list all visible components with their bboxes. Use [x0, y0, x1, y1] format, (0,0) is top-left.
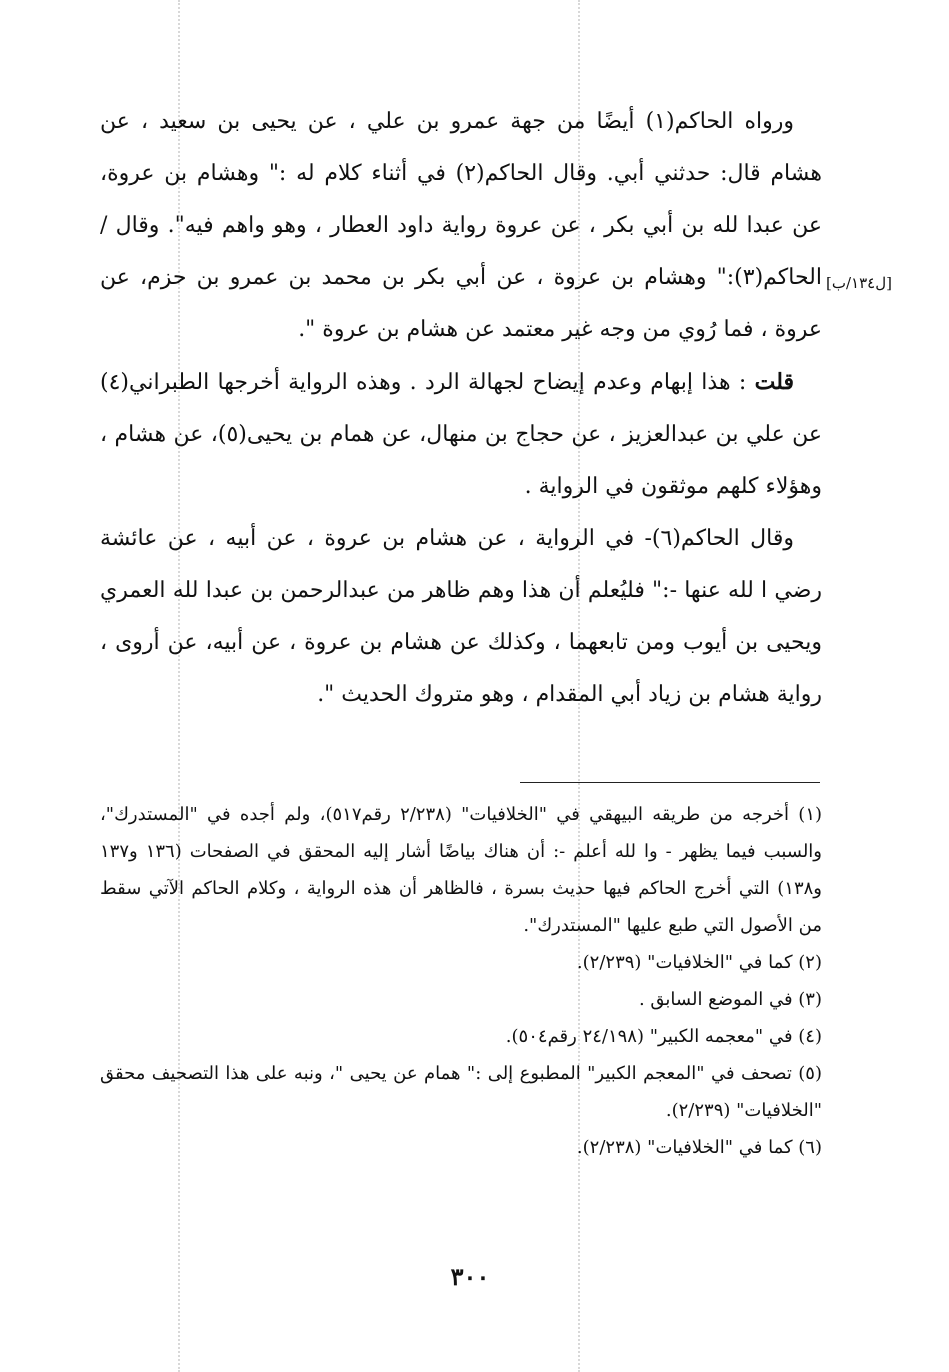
footnotes: [100, 796, 822, 1166]
footnote-divider: [520, 782, 820, 783]
keyword-qultu: قلت: [754, 369, 794, 395]
main-text: [100, 96, 822, 721]
paragraph-3: وقال الحاكم(٦)- في الرواية ، عن هشام بن عروة ، عن أبيه ، عن عائشة رضي ا لله عنها -:" فليُعلم أن هذا وهم ظاهر من عبدالرحمن بن عبدا لله العمري ويحيى بن أيوب ومن تابعهما ، وكذلك عن هشام بن عروة ، عن أبيه، عن أروى ، رواية هشام بن زياد أبي المقدام ، وهو متروك الحديث ".: [100, 526, 823, 707]
paragraph-1: ورواه الحاكم(١) أيضًا من جهة عمرو بن علي ، عن يحيى بن سعيد ، عن هشام قال: حدثني أبي. وقال الحاكم(٢) في أثناء كلام له :" وهشام بن عروة، عن عبدا لله بن أبي بكر ، عن عروة رواية داود العطار ، وهو واهم فيه". وقال /الحاكم(٣):" وهشام بن عروة ، عن أبي بكر بن محمد بن عمرو بن حزم، عن عروة ، فما رُوي من وجه غير معتمد عن هشام بن عروة ".: [100, 109, 823, 342]
footnote-5: (٥) تصحف في "المعجم الكبير" المطبوع إلى :" همام عن يحيى "، ونبه على هذا التصحيف محقق "الخلافيات" (٢/٢٣٩).: [100, 1063, 822, 1121]
footnote-3: (٣) في الموضع السابق .: [638, 989, 822, 1010]
page-number: ٣٠٠: [450, 1262, 490, 1291]
footnote-6: (٦) كما في "الخلافيات" (٢/٢٣٨).: [576, 1137, 822, 1158]
footnote-2: (٢) كما في "الخلافيات" (٢/٢٣٩).: [576, 952, 822, 973]
footnote-1: (١) أخرجه من طريقه البيهقي في "الخلافيات" (٢/٢٣٨ رقم٥١٧)، ولم أجده في "المستدرك"، والسبب فيما يظهر - وا لله أعلم -: أن هناك بياضًا أشار إليه المحقق في الصفحات (١٣٦ و١٣٧ و١٣٨) التي أخرج الحاكم فيها حديث بسرة ، فالظاهر أن هذه الرواية ، وكلام الحاكم الآتي سقط من الأصول التي طبع عليها "المستدرك".: [100, 804, 823, 936]
paragraph-2: [100, 356, 822, 513]
paragraph-2-text: : هذا إبهام وعدم إيضاح لجهالة الرد . وهذه الرواية أخرجها الطبراني(٤) عن علي بن عبدالعزيز ، عن حجاج بن منهال، عن همام بن يحيى(٥)، عن هشام ، وهؤلاء كلهم موثقون في الرواية .: [100, 370, 822, 499]
footnote-4: (٤) في "معجمه الكبير" (٢٤/١٩٨ رقم٥٠٤).: [505, 1026, 822, 1047]
margin-manuscript-reference: [ل١٣٤/ب]: [826, 274, 892, 292]
